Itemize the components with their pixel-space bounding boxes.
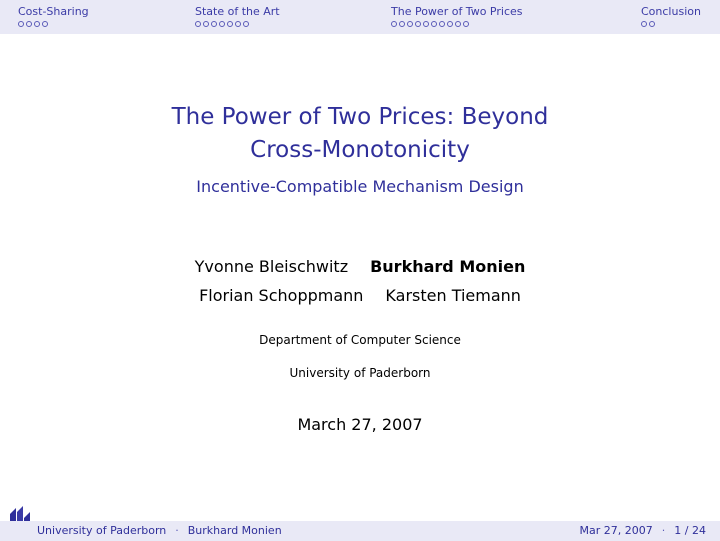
frame-dot[interactable] [431,21,437,27]
footer-institution: University of Paderborn [37,524,167,537]
institute-university: University of Paderborn [289,366,431,380]
frame-dot[interactable] [407,21,413,27]
author-list [0,252,720,310]
frame-dot[interactable] [641,21,647,27]
nav-section-label[interactable]: Cost-Sharing [18,5,89,18]
frame-dot[interactable] [219,21,225,27]
slide-subtitle: Incentive-Compatible Mechanism Design [196,177,524,196]
author-name: Florian Schoppmann [199,286,364,305]
nav-frame-dots [195,21,280,27]
footer-right [580,524,706,537]
author-name: Karsten Tiemann [385,286,521,305]
nav-section-conclusion[interactable] [641,5,701,27]
nav-frame-dots [641,21,701,27]
frame-dot[interactable] [227,21,233,27]
nav-section-state-of-the-art[interactable] [195,5,280,27]
frame-dot[interactable] [455,21,461,27]
institute-department: Department of Computer Science [259,333,461,347]
nav-section-label[interactable]: The Power of Two Prices [391,5,523,18]
frame-dot[interactable] [211,21,217,27]
frame-dot[interactable] [243,21,249,27]
author-row [0,281,720,310]
frame-dot[interactable] [203,21,209,27]
frame-dot[interactable] [649,21,655,27]
nav-frame-dots [18,21,89,27]
author-name: Yvonne Bleischwitz [194,257,349,276]
frame-dot[interactable] [195,21,201,27]
section-navigation-bar [0,0,720,34]
title-line-1: The Power of Two Prices: Beyond [171,104,549,130]
footer-left [37,524,282,537]
frame-dot[interactable] [447,21,453,27]
frame-dot[interactable] [235,21,241,27]
slide-footer [0,521,720,541]
title-line-2: Cross-Monotonicity [250,137,470,163]
frame-dot[interactable] [26,21,32,27]
nav-frame-dots [391,21,523,27]
frame-dot[interactable] [399,21,405,27]
frame-dot[interactable] [42,21,48,27]
slide-title [0,101,720,167]
frame-dot[interactable] [415,21,421,27]
nav-section-label[interactable]: Conclusion [641,5,701,18]
nav-section-label[interactable]: State of the Art [195,5,280,18]
page-separator: / [684,524,689,537]
page-current: 1 [674,524,682,537]
frame-dot[interactable] [463,21,469,27]
frame-dot[interactable] [391,21,397,27]
footer-separator: · [661,524,666,537]
footer-presenter: Burkhard Monien [187,524,282,537]
presentation-date: March 27, 2007 [297,415,423,434]
footer-page-number [674,524,706,537]
footer-separator: · [175,524,179,537]
frame-dot[interactable] [439,21,445,27]
frame-dot[interactable] [18,21,24,27]
frame-dot[interactable] [423,21,429,27]
page-total: 24 [692,524,706,537]
nav-section-power-of-two-prices[interactable] [391,5,523,27]
presenter-name: Burkhard Monien [370,257,526,276]
frame-dot[interactable] [34,21,40,27]
author-row [0,252,720,281]
footer-date: Mar 27, 2007 [579,524,653,537]
nav-section-cost-sharing[interactable] [18,5,89,27]
